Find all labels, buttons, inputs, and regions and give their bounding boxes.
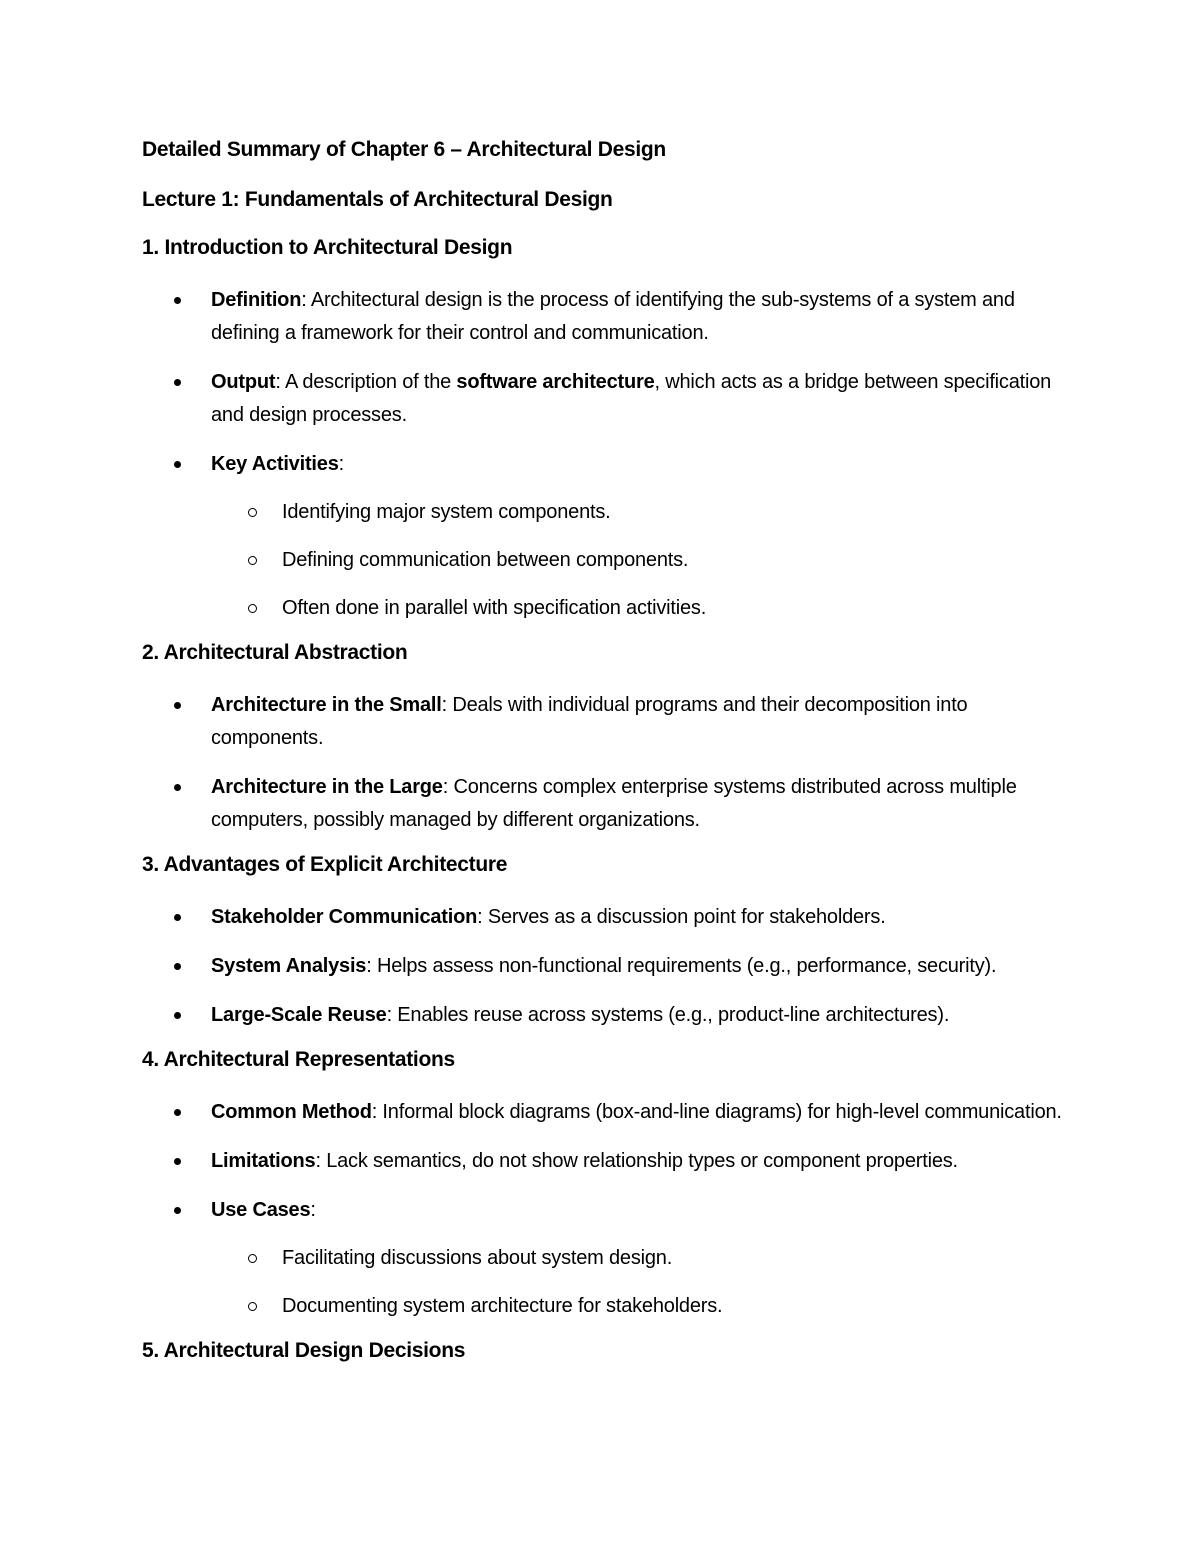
circle-bullet-icon <box>248 556 257 565</box>
item-term: System Analysis <box>211 955 367 977</box>
item-sep: : <box>477 906 483 928</box>
item-term: Large-Scale Reuse <box>211 1004 387 1026</box>
section-heading: 5. Architectural Design Decisions <box>142 1339 466 1362</box>
bullet-list <box>142 284 1072 625</box>
sub-item-text: Often done in parallel with specification activities. <box>282 597 707 619</box>
bullet-list <box>142 1096 1072 1323</box>
item-text-before: A description of the <box>280 371 457 393</box>
section-heading: 1. Introduction to Architectural Design <box>142 236 513 259</box>
bullet-icon <box>174 702 181 709</box>
list-item <box>142 950 1072 983</box>
item-term: Stakeholder Communication <box>211 906 478 928</box>
sub-list-item <box>142 1242 1072 1275</box>
item-sep: : <box>442 776 449 798</box>
item-text: Serves as a discussion point for stakeholders. <box>482 906 886 928</box>
list-item <box>142 901 1072 934</box>
circle-bullet-icon <box>248 508 257 517</box>
sub-list-item <box>142 544 1072 577</box>
item-text: , which acts as a bridge between specification and design processes. <box>211 371 1052 426</box>
item-term: Common Method <box>211 1101 372 1123</box>
item-term: Limitations <box>211 1150 316 1172</box>
bullet-icon <box>174 461 181 468</box>
sub-item-text: Defining communication between components. <box>282 549 689 571</box>
bullet-icon <box>174 1207 181 1214</box>
list-item <box>142 999 1072 1032</box>
bullet-icon <box>174 1158 181 1165</box>
list-item <box>142 771 1072 837</box>
circle-bullet-icon <box>248 604 257 613</box>
list-item <box>142 448 1072 625</box>
item-term: Output <box>211 371 276 393</box>
sub-list-item <box>142 1290 1072 1323</box>
item-term: Definition <box>211 289 302 311</box>
item-text: Deals with individual programs and their decomposition into components. <box>211 694 968 749</box>
section-2 <box>142 641 1072 837</box>
bullet-list <box>142 901 1072 1032</box>
item-text: Architectural design is the process of identifying the sub-systems of a system and defining a framework for their control and communication. <box>211 289 1015 344</box>
bullet-icon <box>174 963 181 970</box>
sub-list <box>211 496 1072 625</box>
sub-list <box>211 1242 1072 1323</box>
item-sep: : <box>310 1199 316 1221</box>
item-sep: : <box>441 694 447 716</box>
item-term: Architecture in the Small <box>211 694 442 716</box>
bullet-icon <box>174 379 181 386</box>
list-item <box>142 366 1072 432</box>
document-body <box>142 138 1072 1387</box>
item-sep: : <box>315 1150 321 1172</box>
list-item <box>142 1194 1072 1323</box>
section-3 <box>142 853 1072 1032</box>
item-sep: : <box>301 289 307 311</box>
item-sep: : <box>275 371 281 393</box>
item-text: Enables reuse across systems (e.g., product-line architectures). <box>391 1004 950 1026</box>
item-term: Key Activities <box>211 453 339 475</box>
sub-list-item <box>142 496 1072 529</box>
item-term: Use Cases <box>211 1199 311 1221</box>
section-5 <box>142 1339 1072 1363</box>
list-item <box>142 1145 1072 1178</box>
item-term: Architecture in the Large <box>211 776 443 798</box>
section-1 <box>142 236 1072 625</box>
bullet-icon <box>174 297 181 304</box>
circle-bullet-icon <box>248 1254 257 1263</box>
bullet-icon <box>174 1109 181 1116</box>
bullet-icon <box>174 1012 181 1019</box>
list-item <box>142 1096 1072 1129</box>
bullet-list <box>142 689 1072 837</box>
item-sep: : <box>366 955 372 977</box>
document-title: Detailed Summary of Chapter 6 – Architectural Design <box>142 138 666 161</box>
list-item <box>142 284 1072 350</box>
list-item <box>142 689 1072 755</box>
lecture-heading: Lecture 1: Fundamentals of Architectural Design <box>142 188 613 211</box>
item-sep: : <box>386 1004 392 1026</box>
bullet-icon <box>174 784 181 791</box>
sub-item-text: Facilitating discussions about system design. <box>282 1247 673 1269</box>
bullet-icon <box>174 914 181 921</box>
section-4 <box>142 1048 1072 1323</box>
section-heading: 3. Advantages of Explicit Architecture <box>142 853 508 876</box>
section-heading: 4. Architectural Representations <box>142 1048 455 1071</box>
item-text: Informal block diagrams (box-and-line diagrams) for high-level communication. <box>377 1101 1062 1123</box>
sub-item-text: Documenting system architecture for stakeholders. <box>282 1295 723 1317</box>
section-heading: 2. Architectural Abstraction <box>142 641 408 664</box>
item-sep: : <box>371 1101 378 1123</box>
item-text: Concerns complex enterprise systems distributed across multiple computers, possibly managed by different organizations. <box>211 776 1017 831</box>
circle-bullet-icon <box>248 1302 257 1311</box>
item-sep: : <box>338 453 344 475</box>
sub-item-text: Identifying major system components. <box>282 501 611 523</box>
sub-list-item <box>142 592 1072 625</box>
item-text: Helps assess non-functional requirements (e.g., performance, security). <box>371 955 997 977</box>
item-inline-bold: software architecture <box>456 371 655 393</box>
item-text: Lack semantics, do not show relationship types or component properties. <box>320 1150 958 1172</box>
